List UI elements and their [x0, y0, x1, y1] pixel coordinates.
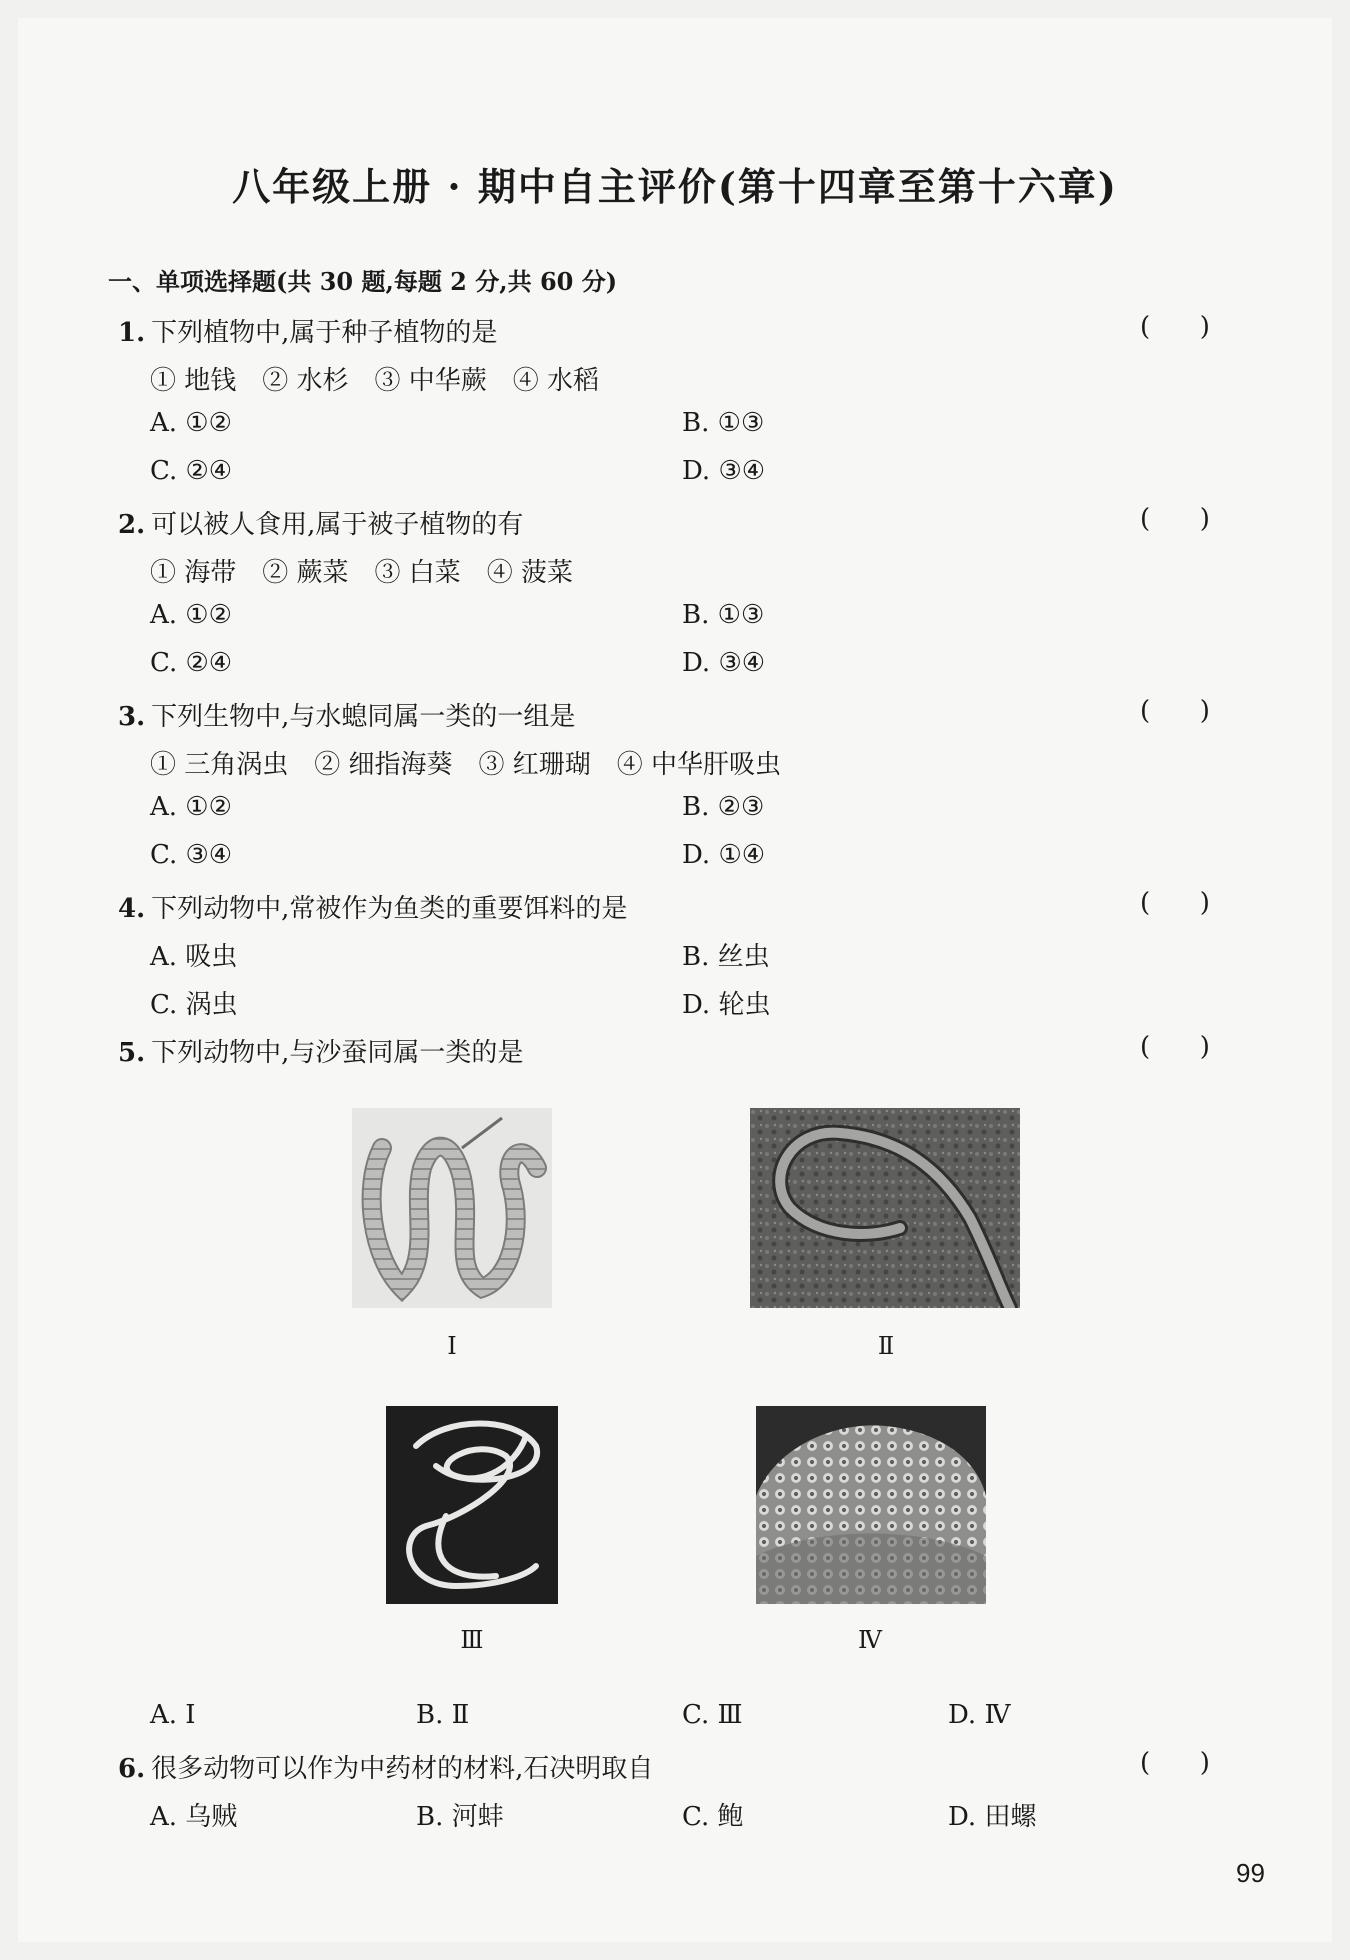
- option-d[interactable]: D. Ⅳ: [948, 1700, 1011, 1730]
- figure-1-segmented-worm: [352, 1108, 552, 1308]
- question-3: [118, 696, 575, 733]
- segmented-worm-icon: [352, 1108, 552, 1308]
- question-number: 5.: [118, 1038, 146, 1068]
- option-d[interactable]: D. ③④: [682, 648, 766, 678]
- item: ② 蕨菜: [262, 558, 349, 588]
- option-b[interactable]: B. ①③: [682, 600, 765, 630]
- item: ① 三角涡虫: [150, 750, 289, 780]
- item-list: [150, 360, 625, 397]
- question-number: 6.: [118, 1754, 146, 1784]
- item: ④ 菠菜: [486, 558, 574, 588]
- option-d[interactable]: D. 轮虫: [682, 990, 771, 1020]
- answer-blank[interactable]: ( ): [1140, 1748, 1210, 1778]
- figure-2-earthworm: [750, 1108, 1020, 1308]
- option-a[interactable]: A. 吸虫: [150, 942, 238, 972]
- question-text: 下列植物中,属于种子植物的是: [151, 318, 498, 348]
- option-c[interactable]: C. ②④: [150, 456, 233, 486]
- question-number: 1.: [118, 318, 146, 348]
- item: ① 地钱: [150, 366, 237, 396]
- earthworm-icon: [750, 1108, 1020, 1308]
- option-a[interactable]: A. Ⅰ: [150, 1700, 196, 1730]
- question-number: 2.: [118, 510, 146, 540]
- answer-blank[interactable]: ( ): [1140, 504, 1210, 534]
- question-text: 下列动物中,常被作为鱼类的重要饵料的是: [151, 894, 628, 924]
- question-6: [118, 1748, 653, 1785]
- option-c[interactable]: C. ②④: [150, 648, 233, 678]
- item: ③ 红珊瑚: [478, 750, 591, 780]
- option-c[interactable]: C. Ⅲ: [682, 1700, 743, 1730]
- figure-label: Ⅳ: [858, 1626, 882, 1654]
- figure-label: Ⅰ: [447, 1332, 457, 1360]
- option-a[interactable]: A. ①②: [150, 408, 232, 438]
- coral-icon: [756, 1406, 986, 1604]
- item: ① 海带: [150, 558, 237, 588]
- answer-blank[interactable]: ( ): [1140, 888, 1210, 918]
- answer-blank[interactable]: ( ): [1140, 696, 1210, 726]
- item-list: [150, 552, 599, 589]
- figure-label: Ⅲ: [460, 1626, 484, 1654]
- option-b[interactable]: B. ②③: [682, 792, 765, 822]
- question-4: [118, 888, 627, 925]
- item: ④ 水稻: [512, 366, 600, 396]
- item: ④ 中华肝吸虫: [616, 750, 782, 780]
- section-heading: 一、单项选择题(共 30 题,每题 2 分,共 60 分): [108, 267, 618, 296]
- item: ② 水杉: [262, 366, 349, 396]
- question-5: [118, 1032, 523, 1069]
- option-d[interactable]: D. ③④: [682, 456, 766, 486]
- roundworm-icon: [386, 1406, 558, 1604]
- option-a[interactable]: A. ①②: [150, 792, 232, 822]
- figure-3-roundworm: [386, 1406, 558, 1604]
- option-a[interactable]: A. ①②: [150, 600, 232, 630]
- question-2: [118, 504, 523, 541]
- question-number: 4.: [118, 894, 146, 924]
- option-b[interactable]: B. 河蚌: [416, 1802, 504, 1832]
- page-number: 99: [1236, 1858, 1265, 1888]
- question-number: 3.: [118, 702, 146, 732]
- option-b[interactable]: B. ①③: [682, 408, 765, 438]
- answer-blank[interactable]: ( ): [1140, 1032, 1210, 1062]
- option-b[interactable]: B. Ⅱ: [416, 1700, 470, 1730]
- item: ③ 中华蕨: [374, 366, 487, 396]
- option-c[interactable]: C. 鲍: [682, 1802, 744, 1832]
- option-d[interactable]: D. 田螺: [948, 1802, 1037, 1832]
- answer-blank[interactable]: ( ): [1140, 312, 1210, 342]
- question-text: 下列生物中,与水螅同属一类的一组是: [151, 702, 576, 732]
- figure-4-coral: [756, 1406, 986, 1604]
- option-b[interactable]: B. 丝虫: [682, 942, 770, 972]
- option-a[interactable]: A. 乌贼: [150, 1802, 238, 1832]
- item: ② 细指海葵: [314, 750, 453, 780]
- item: ③ 白菜: [374, 558, 461, 588]
- question-text: 可以被人食用,属于被子植物的有: [151, 510, 524, 540]
- option-d[interactable]: D. ①④: [682, 840, 766, 870]
- question-text: 很多动物可以作为中药材的材料,石决明取自: [151, 1754, 654, 1784]
- page-sheet: [18, 18, 1332, 1942]
- question-text: 下列动物中,与沙蚕同属一类的是: [151, 1038, 524, 1068]
- figure-label: Ⅱ: [877, 1332, 895, 1360]
- option-c[interactable]: C. ③④: [150, 840, 233, 870]
- item-list: [150, 744, 807, 781]
- question-1: [118, 312, 497, 349]
- page-title: 八年级上册 · 期中自主评价(第十四章至第十六章): [232, 164, 1118, 209]
- option-c[interactable]: C. 涡虫: [150, 990, 238, 1020]
